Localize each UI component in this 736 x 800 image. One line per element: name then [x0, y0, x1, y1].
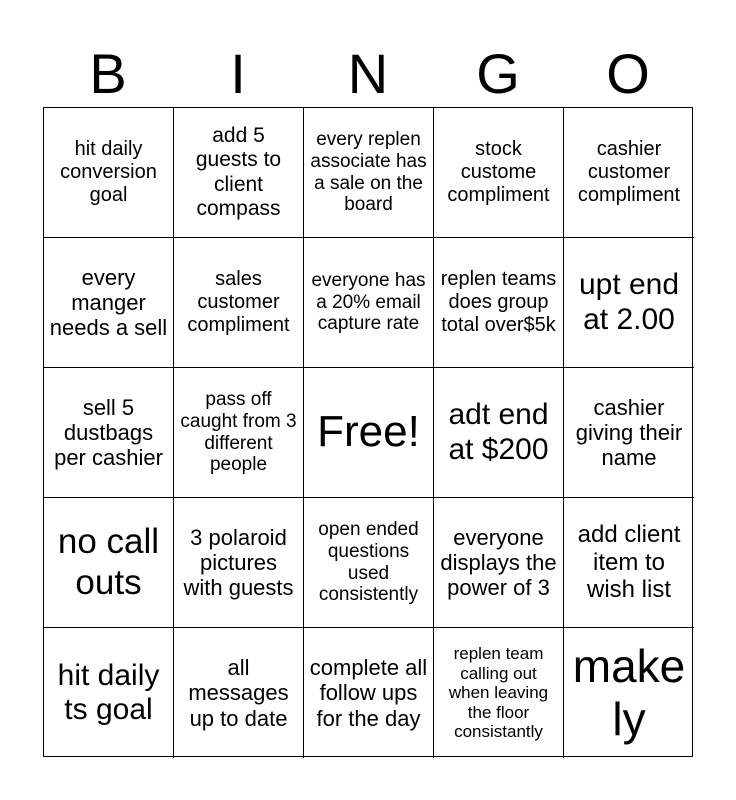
- cell-text: sales customer compliment: [187, 268, 290, 336]
- bingo-cell-r1c1[interactable]: [44, 108, 174, 238]
- cell-text: every manger needs a sell: [49, 264, 168, 341]
- bingo-cell-r1c4[interactable]: [434, 108, 564, 238]
- bingo-cell-r2c3[interactable]: [304, 238, 434, 368]
- cell-text: 3 polaroid pictures with guests: [183, 524, 294, 601]
- bingo-cell-r2c2[interactable]: [174, 238, 304, 368]
- cell-text: sell 5 dustbags per cashier: [54, 394, 163, 471]
- bingo-cell-r5c2[interactable]: [174, 628, 304, 758]
- bingo-cell-r5c1[interactable]: [44, 628, 174, 758]
- cell-text: upt end at 2.00: [578, 268, 680, 336]
- bingo-cell-r2c5[interactable]: [564, 238, 694, 368]
- bingo-header: [43, 40, 693, 108]
- bingo-cell-r1c5[interactable]: [564, 108, 694, 238]
- cell-text: cashier customer compliment: [577, 138, 681, 206]
- cell-text: make ly: [572, 640, 686, 745]
- bingo-cell-r4c1[interactable]: [44, 498, 174, 628]
- bingo-cell-r4c5[interactable]: [564, 498, 694, 628]
- cell-text: everyone displays the power of 3: [440, 524, 557, 601]
- free-space-text: Free!: [317, 407, 420, 457]
- cell-text: replen team calling out when leaving the floor consistantly: [448, 644, 549, 742]
- header-letter-n: N: [347, 42, 389, 105]
- bingo-cell-r4c4[interactable]: [434, 498, 564, 628]
- header-letter-i: I: [230, 42, 246, 105]
- bingo-cell-free[interactable]: [304, 368, 434, 498]
- bingo-cell-r4c3[interactable]: [304, 498, 434, 628]
- cell-text: add client item to wish list: [577, 521, 681, 604]
- bingo-cell-r3c2[interactable]: [174, 368, 304, 498]
- bingo-cell-r3c1[interactable]: [44, 368, 174, 498]
- bingo-cell-r2c1[interactable]: [44, 238, 174, 368]
- cell-text: add 5 guests to client compass: [195, 124, 282, 220]
- bingo-cell-r2c4[interactable]: [434, 238, 564, 368]
- bingo-cell-r1c3[interactable]: [304, 108, 434, 238]
- header-letter-g: G: [476, 42, 520, 105]
- cell-text: hit daily ts goal: [57, 658, 160, 726]
- cell-text: everyone has a 20% email capture rate: [311, 269, 426, 335]
- cell-text: every replen associate has a sale on the board: [310, 128, 427, 216]
- cell-text: replen teams does group total over$5k: [440, 268, 557, 336]
- bingo-cell-r3c5[interactable]: [564, 368, 694, 498]
- cell-text: hit daily conversion goal: [60, 138, 157, 206]
- cell-text: all messages up to date: [188, 655, 289, 731]
- bingo-cell-r3c4[interactable]: [434, 368, 564, 498]
- header-letter-o: O: [606, 42, 650, 105]
- cell-text: cashier giving their name: [575, 394, 683, 471]
- bingo-cell-r5c4[interactable]: [434, 628, 564, 758]
- cell-text: no call outs: [57, 522, 160, 602]
- bingo-board: [43, 107, 693, 757]
- bingo-cell-r5c5[interactable]: [564, 628, 694, 758]
- bingo-cell-r4c2[interactable]: [174, 498, 304, 628]
- cell-text: stock custome compliment: [447, 138, 550, 206]
- bingo-cell-r5c3[interactable]: [304, 628, 434, 758]
- cell-text: adt end at $200: [448, 398, 549, 466]
- bingo-cell-r1c2[interactable]: [174, 108, 304, 238]
- cell-text: complete all follow ups for the day: [309, 655, 428, 731]
- cell-text: pass off caught from 3 different people: [180, 388, 297, 476]
- cell-text: open ended questions used consistently: [318, 518, 419, 606]
- header-letter-b: B: [89, 42, 127, 105]
